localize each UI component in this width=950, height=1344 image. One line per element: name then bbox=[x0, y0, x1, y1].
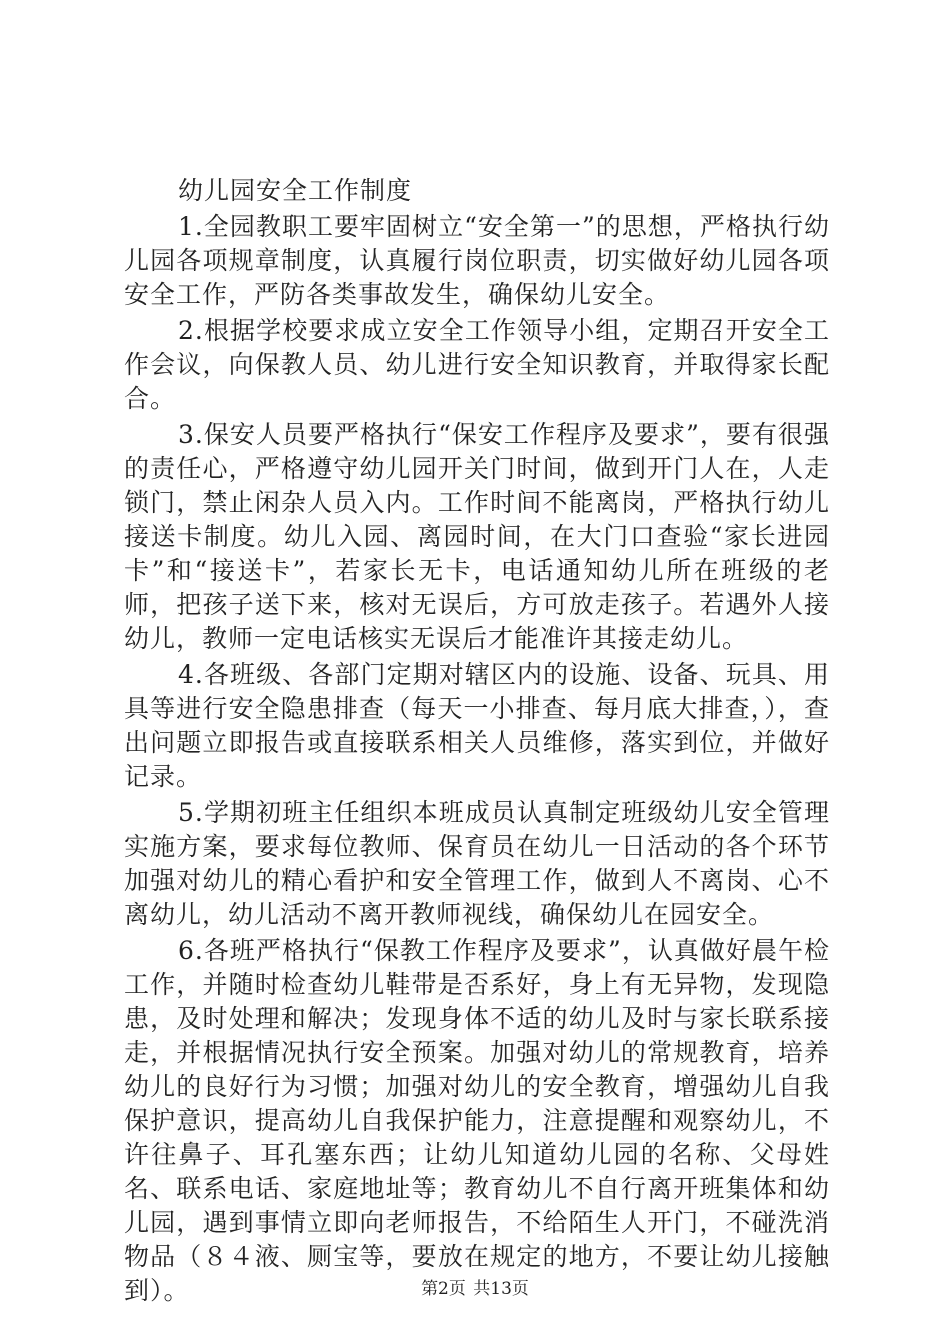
paragraph-4: 4.各班级、各部门定期对辖区内的设施、设备、玩具、用具等进行安全隐患排查（每天一小排查、每月底大排查，），查出问题立即报告或直接联系相关人员维修，落实到位，并做好记录。 bbox=[124, 660, 830, 791]
paragraph-2: 2.根据学校要求成立安全工作领导小组，定期召开安全工作会议，向保教人员、幼儿进行安全知识教育，并取得家长配合。 bbox=[124, 316, 830, 413]
document-title: 幼儿园安全工作制度 bbox=[178, 176, 413, 205]
paragraph-5: 5.学期初班主任组织本班成员认真制定班级幼儿安全管理实施方案，要求每位教师、保育员在幼儿一日活动的各个环节加强对幼儿的精心看护和安全管理工作，做到人不离岗、心不离幼儿，幼儿活动不离开教师视线，确保幼儿在园安全。 bbox=[124, 798, 830, 929]
paragraph-6: 6.各班严格执行“保教工作程序及要求”，认真做好晨午检工作，并随时检查幼儿鞋带是否系好，身上有无异物，发现隐患，及时处理和解决；发现身体不适的幼儿及时与家长联系接走，并根据情况执行安全预案。加强对幼儿的常规教育，培养幼儿的良好行为习惯；加强对幼儿的安全教育，增强幼儿自我保护意识，提高幼儿自我保护能力，注意提醒和观察幼儿，不许往鼻子、耳孔塞东西；让幼儿知道幼儿园的名称、父母姓名、联系电话、家庭地址等；教育幼儿不自行离开班集体和幼儿园，遇到事情立即向老师报告，不给陌生人开门，不碰洗消物品（８４液、厕宝等，要放在规定的地方，不要让幼儿接触到）。 bbox=[124, 936, 830, 1305]
page-total: 共13页 bbox=[473, 1279, 529, 1299]
document-body bbox=[124, 174, 830, 1310]
paragraph-1: 1.全园教职工要牢固树立“安全第一”的思想，严格执行幼儿园各项规章制度，认真履行岗位职责，切实做好幼儿园各项安全工作，严防各类事故发生，确保幼儿安全。 bbox=[124, 212, 830, 309]
page-number: 第2页 bbox=[421, 1279, 466, 1299]
page-footer bbox=[0, 1274, 950, 1299]
paragraph-3: 3.保安人员要严格执行“保安工作程序及要求”，要有很强的责任心，严格遵守幼儿园开关门时间，做到开门人在，人走锁门，禁止闲杂人员入内。工作时间不能离岗，严格执行幼儿接送卡制度。幼儿入园、离园时间，在大门口查验“家长进园卡”和“接送卡”，若家长无卡，电话通知幼儿所在班级的老师，把孩子送下来，核对无误后，方可放走孩子。若遇外人接幼儿，教师一定电话核实无误后才能准许其接走幼儿。 bbox=[124, 420, 830, 653]
